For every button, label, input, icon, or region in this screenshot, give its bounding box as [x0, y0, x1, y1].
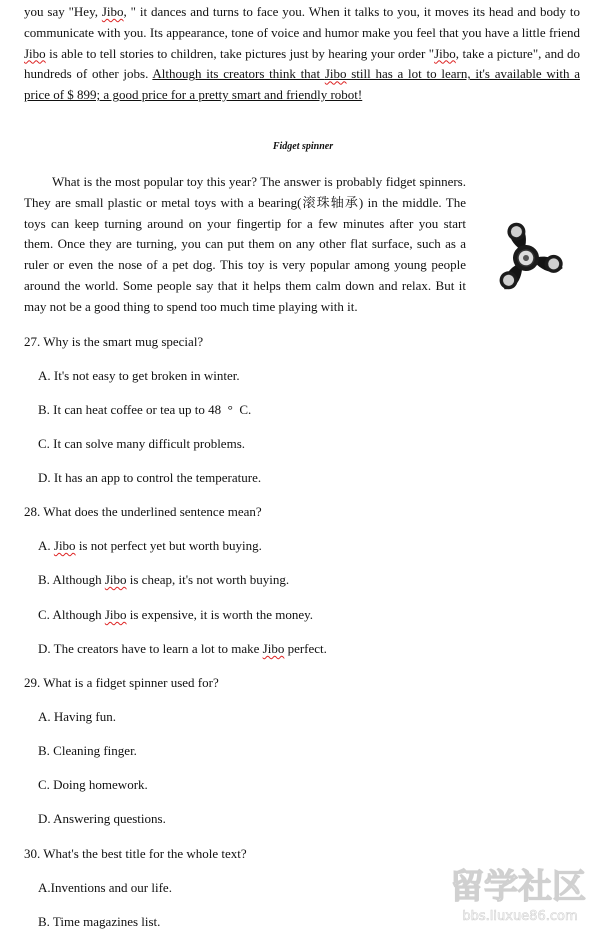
jibo-word: Jibo: [104, 607, 127, 622]
watermark-main: 留学社区: [450, 867, 586, 907]
question-27: 27. Why is the smart mug special?: [24, 334, 204, 349]
passage-text: you say "Hey,: [24, 4, 102, 19]
option-28-a: [38, 538, 262, 554]
option-text: B. Although: [38, 572, 105, 587]
jibo-word: Jibo: [434, 45, 456, 61]
option-27-c: C. It can solve many difficult problems.: [38, 436, 245, 451]
underlined-text: still has a lot to learn, it's available with a price of $ 899; a good price for a pretty smart and friendly robot!: [24, 66, 580, 103]
jibo-word: Jibo: [53, 538, 76, 553]
option-27-b: B. It can heat coffee or tea up to 48 ° C.: [38, 402, 252, 417]
fidget-spinner-icon: [472, 212, 580, 304]
jibo-word: Jibo: [101, 4, 124, 19]
jibo-word: Jibo: [324, 66, 347, 82]
question-29: 29. What is a fidget spinner used for?: [24, 675, 219, 690]
option-text: is cheap, it's not worth buying.: [126, 572, 290, 587]
passage-text: What is the most popular toy this year? The answer is probably fidget spinners. They are small plastic or metal toys with a bearing(滚珠轴承) in the middle. The toys can keep turning around on your fingertip for a few minutes after you start them. Once they are turning, you can put them on any other flat surface, such as a ruler or even the nose of a pet dog. This toy is very popular among young people around the world. Some people say that it helps them calm down and relax. But it may not be a good thing to spend too much time playing with it.: [24, 174, 466, 314]
option-text: perfect.: [284, 641, 327, 656]
option-text: C. Although: [38, 607, 105, 622]
underlined-text: Although its creators think that: [152, 66, 325, 82]
option-27-d: D. It has an app to control the temperature.: [38, 470, 262, 485]
question-30: 30. What's the best title for the whole text?: [24, 846, 247, 861]
jibo-word: Jibo: [262, 641, 285, 656]
passage-fidget-spinner: [24, 172, 580, 318]
option-text: A.: [38, 538, 54, 553]
passage-jibo: [24, 2, 580, 106]
option-text: D. The creators have to learn a lot to make: [38, 641, 263, 656]
spinner-image-wrap: [472, 212, 580, 304]
option-30-a: A.Inventions and our life.: [38, 880, 172, 895]
option-29-c: C. Doing homework.: [38, 777, 148, 792]
section-title: Fidget spinner: [272, 141, 334, 152]
option-29-a: A. Having fun.: [38, 709, 116, 724]
watermark-url: bbs.liuxue86.com: [462, 909, 578, 924]
option-28-b: [38, 572, 289, 588]
option-27-a: A. It's not easy to get broken in winter.: [38, 368, 240, 383]
passage-text: is able to tell stories to children, take pictures just by hearing your order ": [45, 45, 435, 61]
question-28: 28. What does the underlined sentence mean?: [24, 504, 262, 519]
jibo-word: Jibo: [24, 45, 46, 61]
option-28-d: [38, 641, 327, 657]
watermark-logo: [438, 858, 598, 928]
option-29-d: D. Answering questions.: [38, 811, 166, 826]
option-text: is expensive, it is worth the money.: [126, 607, 314, 622]
passage-text: , take a picture", and do hundreds of other jobs.: [24, 45, 580, 82]
option-30-b: B. Time magazines list.: [38, 914, 161, 929]
option-29-b: B. Cleaning finger.: [38, 743, 137, 758]
jibo-word: Jibo: [104, 572, 127, 587]
option-28-c: [38, 607, 313, 623]
option-text: is not perfect yet but worth buying.: [75, 538, 262, 553]
passage-text: , " it dances and turns to face you. When it talks to you, it moves its head and body to communicate with you. Its appearance, tone of voice and humor make you feel that you have a little friend: [24, 4, 580, 40]
